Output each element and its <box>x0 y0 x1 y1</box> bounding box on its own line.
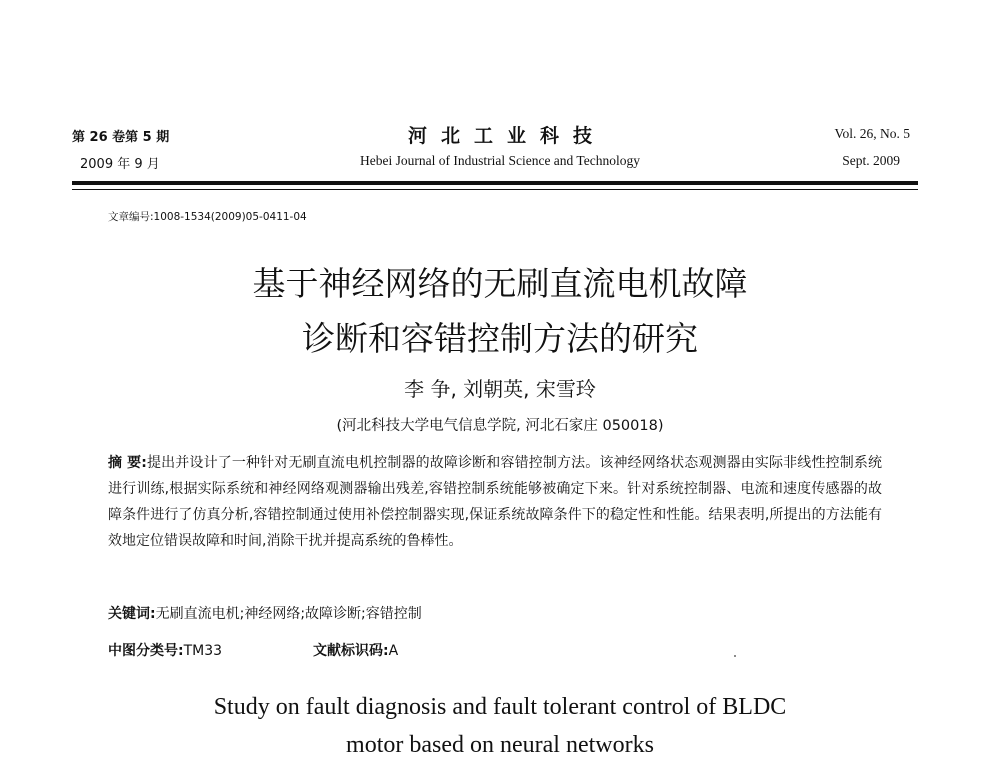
abstract-label: 摘 要: <box>108 455 147 471</box>
volume-issue-cn: 第 26 卷第 5 期 <box>72 130 170 145</box>
header-rule-thick <box>72 181 918 185</box>
journal-title-en: Hebei Journal of Industrial Science and Technology <box>360 153 640 168</box>
document-code-label: 文献标识码: <box>313 643 389 659</box>
scan-speck <box>734 655 736 657</box>
abstract-text: 提出并设计了一种针对无刷直流电机控制器的故障诊断和容错控制方法。该神经网络状态观测器由实际非线性控制系统进行训练,根据实际系统和神经网络观测器输出残差,容错控制系统能够被确定下来。针对系统控制器、电流和速度传感器的故障条件进行了仿真分析,容错控制通过使用补偿控制器实现,保证系统故障条件下的稳定性和性能。结果表明,所提出的方法能有效地定位错误故障和时间,消除干扰并提高系统的鲁棒性。 <box>108 455 882 549</box>
keywords <box>108 603 422 623</box>
document-code-value: A <box>388 643 399 659</box>
publication-date-cn: 2009 年 9 月 <box>80 157 160 172</box>
document-code <box>313 640 398 660</box>
clc-value: TM33 <box>183 643 223 659</box>
journal-title-cn: 河北工业科技 <box>407 125 606 147</box>
clc-number <box>108 640 222 660</box>
header-rule-thin <box>72 189 918 190</box>
abstract <box>108 450 882 554</box>
clc-label: 中图分类号: <box>108 643 184 659</box>
keywords-text: 无刷直流电机;神经网络;故障诊断;容错控制 <box>155 606 422 622</box>
volume-issue-en: Vol. 26, No. 5 <box>834 126 910 141</box>
english-title-line2: motor based on neural networks <box>346 732 654 758</box>
english-title-line1: Study on fault diagnosis and fault tolerant control of BLDC <box>213 694 787 720</box>
article-number: 文章编号:1008-1534(2009)05-0411-04 <box>108 211 307 223</box>
keywords-label: 关键词: <box>108 606 156 622</box>
authors: 李 争, 刘朝英, 宋雪玲 <box>404 377 596 401</box>
paper-title-line2: 诊断和容错控制方法的研究 <box>302 319 698 358</box>
paper-title-line1: 基于神经网络的无刷直流电机故障 <box>252 264 748 303</box>
publication-date-en: Sept. 2009 <box>842 153 900 168</box>
affiliation: (河北科技大学电气信息学院, 河北石家庄 050018) <box>336 418 664 434</box>
